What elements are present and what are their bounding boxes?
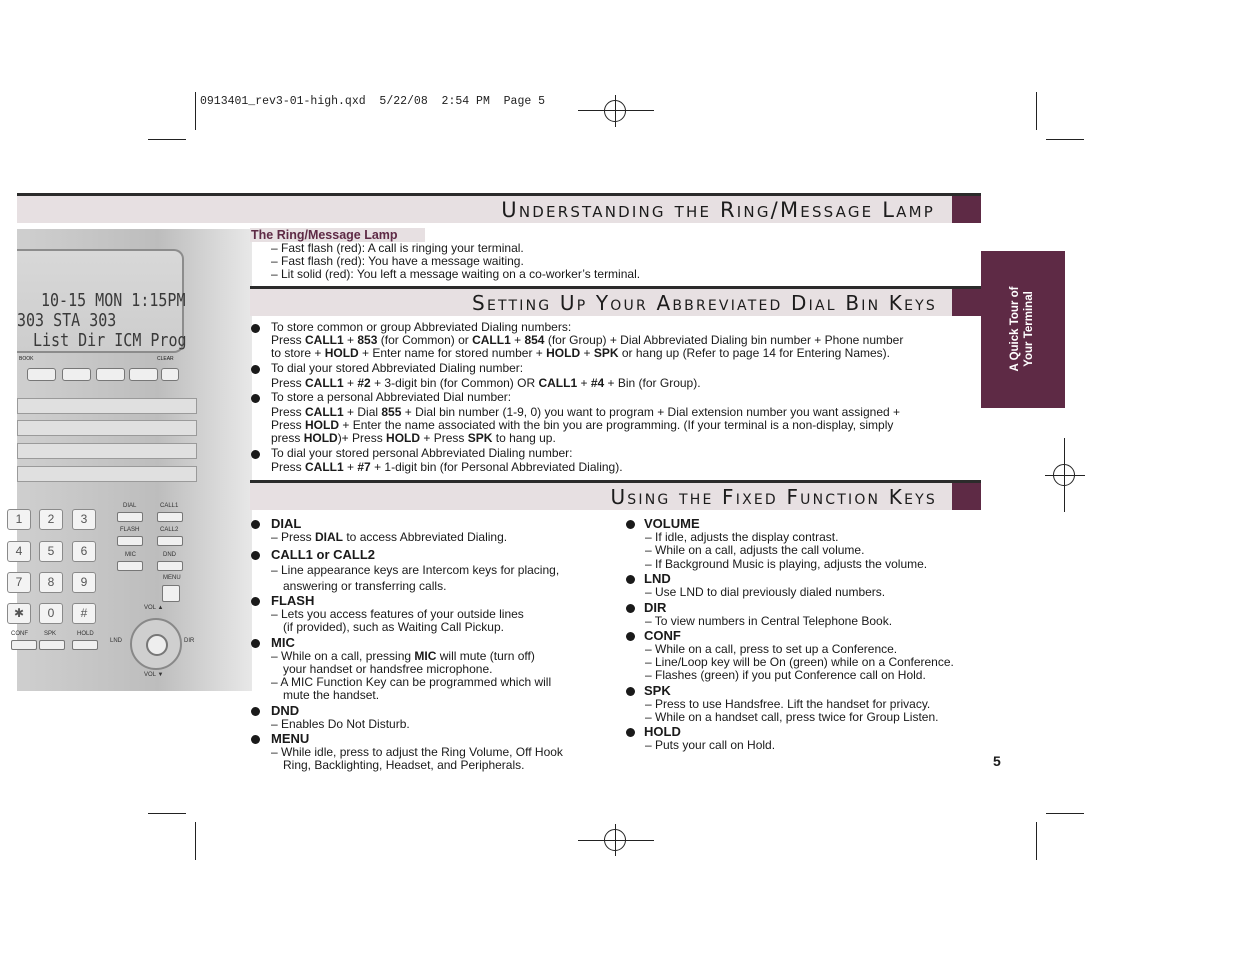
display-line: List Dir ICM Prog: [33, 329, 187, 351]
crop-mark: [1036, 92, 1037, 130]
key-description: – To view numbers in Central Telephone Book.: [645, 614, 893, 628]
hold-key[interactable]: [72, 640, 98, 650]
key-description: – While on a call, adjusts the call volume.: [645, 543, 865, 557]
line-key-row[interactable]: [17, 443, 197, 459]
print-slug: 0913401_rev3-01-high.qxd 5/22/08 2:54 PM Page 5: [200, 95, 546, 108]
keypad-key-star[interactable]: ✱: [7, 603, 31, 624]
navigation-cursor-key[interactable]: [130, 618, 182, 670]
ring-lamp-subheading: The Ring/Message Lamp: [250, 228, 425, 242]
bullet: [626, 604, 635, 613]
key-description: – A MIC Function Key can be programmed which will: [271, 675, 552, 689]
soft-key[interactable]: [96, 368, 125, 381]
abbr-step-line: to store + HOLD + Enter name for stored number + HOLD + SPK or hang up (Refer to page 14 for Entering Names).: [271, 346, 890, 360]
abbr-step-intro: To store common or group Abbreviated Dialing numbers:: [271, 320, 572, 334]
crop-mark: [195, 822, 196, 860]
dir-key-label: DIR: [184, 638, 195, 644]
dnd-key-label: DND: [163, 552, 176, 558]
section-title-ring-lamp: Understanding the Ring/Message Lamp: [501, 198, 935, 222]
section-band-tab: [952, 196, 981, 223]
bullet: [626, 520, 635, 529]
bullet: [251, 324, 260, 333]
line-key-row[interactable]: [17, 420, 197, 436]
key-description: – If idle, adjusts the display contrast.: [645, 530, 839, 544]
crop-mark: [148, 139, 186, 140]
key-description: (if provided), such as Waiting Call Pickup.: [283, 620, 504, 634]
key-description: – Use LND to dial previously dialed numbers.: [645, 585, 886, 599]
keypad-key-2[interactable]: 2: [39, 509, 63, 530]
abbr-step-line: Press CALL1 + #2 + 3-digit bin (for Common) OR CALL1 + #4 + Bin (for Group).: [271, 376, 701, 390]
registration-circle: [604, 100, 626, 122]
key-description: – Lets you access features of your outside lines: [271, 607, 524, 621]
keypad-key-7[interactable]: 7: [7, 572, 31, 593]
registration-circle: [1053, 464, 1075, 486]
key-description: – Enables Do Not Disturb.: [271, 717, 410, 731]
page-number: 5: [993, 753, 1001, 769]
keypad-key-9[interactable]: 9: [72, 572, 96, 593]
key-description: your handset or handsfree microphone.: [283, 662, 493, 676]
key-name-menu: MENU: [271, 731, 310, 746]
call2-key[interactable]: [157, 536, 183, 546]
menu-key[interactable]: [162, 585, 180, 602]
section-title-abbreviated-dial: Setting Up Your Abbreviated Dial Bin Keys: [472, 291, 937, 315]
crop-mark: [1046, 813, 1084, 814]
soft-key[interactable]: [62, 368, 91, 381]
key-name-volume: VOLUME: [644, 516, 700, 531]
display-line: 303 STA 303: [17, 309, 117, 331]
bullet: [251, 520, 260, 529]
key-description: – Press DIAL to access Abbreviated Dialing.: [271, 530, 508, 544]
conf-key-label: CONF: [11, 631, 28, 637]
book-label: BOOK: [19, 356, 34, 362]
key-description: – Puts your call on Hold.: [645, 738, 776, 752]
call1-key[interactable]: [157, 512, 183, 522]
key-name-call: CALL1 or CALL2: [271, 547, 375, 562]
bullet: [251, 394, 260, 403]
bullet: [626, 728, 635, 737]
abbr-step-line: press HOLD)+ Press HOLD + Press SPK to hang up.: [271, 431, 556, 445]
key-description: – While on a call, pressing MIC will mute (turn off): [271, 649, 535, 663]
chapter-side-tab-label: A Quick Tour of Your Terminal: [1009, 286, 1035, 372]
display-line: 10-15 MON 1:15PM: [41, 289, 186, 311]
keypad-key-4[interactable]: 4: [7, 541, 31, 562]
spk-key-label: SPK: [44, 631, 57, 637]
hold-key-label: HOLD: [77, 631, 94, 637]
key-name-conf: CONF: [644, 628, 681, 643]
key-name-dnd: DND: [271, 703, 300, 718]
bullet: [626, 687, 635, 696]
key-name-dir: DIR: [644, 600, 667, 615]
abbr-step-line: Press CALL1 + #7 + 1-digit bin (for Personal Abbreviated Dialing).: [271, 460, 623, 474]
abbr-step-line: Press CALL1 + 853 (for Common) or CALL1 + 854 (for Group) + Dial Abbreviated Dialing bin number + Phone number: [271, 333, 904, 347]
abbr-step-intro: To store a personal Abbreviated Dial number:: [271, 390, 512, 404]
bullet: [251, 551, 260, 560]
phone-illustration: [11, 229, 252, 691]
bullet: [251, 365, 260, 374]
bullet: [251, 450, 260, 459]
key-description: – While on a call, press to set up a Conference.: [645, 642, 898, 656]
conf-key[interactable]: [11, 640, 37, 650]
bullet: [251, 597, 260, 606]
line-key-row[interactable]: [17, 398, 197, 414]
flash-key-label: FLASH: [120, 527, 140, 533]
abbr-step-line: Press HOLD + Enter the name associated with the bin you are programming. (If your terminal is a non-display, simply: [271, 418, 894, 432]
mic-key-label: MIC: [125, 552, 136, 558]
lnd-key-label: LND: [110, 638, 123, 644]
key-description: – While idle, press to adjust the Ring Volume, Off Hook: [271, 745, 563, 759]
key-name-hold: HOLD: [644, 724, 681, 739]
key-description: – Press to use Handsfree. Lift the handset for privacy.: [645, 697, 931, 711]
clear-label: CLEAR: [157, 356, 174, 362]
bullet: [251, 735, 260, 744]
dial-key-label: DIAL: [123, 503, 137, 509]
key-name-flash: FLASH: [271, 593, 315, 608]
crop-mark: [1046, 139, 1084, 140]
key-name-spk: SPK: [644, 683, 671, 698]
section-band-tab: [952, 483, 981, 510]
bullet: [626, 575, 635, 584]
bullet: [251, 707, 260, 716]
keypad-key-1[interactable]: 1: [7, 509, 31, 530]
call2-key-label: CALL2: [160, 527, 179, 533]
phone-display: [17, 249, 187, 353]
key-description: – While on a handset call, press twice for Group Listen.: [645, 710, 939, 724]
section-band-tab: [952, 289, 981, 316]
volume-up-label: VOL ▲: [144, 605, 164, 611]
key-name-lnd: LND: [644, 571, 671, 586]
bullet: [251, 639, 260, 648]
keypad-key-5[interactable]: 5: [39, 541, 63, 562]
call1-key-label: CALL1: [160, 503, 179, 509]
key-name-mic: MIC: [271, 635, 295, 650]
crop-mark: [148, 813, 186, 814]
abbr-step-line: Press CALL1 + Dial 855 + Dial bin number (1-9, 0) you want to program + Dial extension number you want assigned +: [271, 405, 901, 419]
key-description: – Line appearance keys are Intercom keys for placing,: [271, 563, 560, 577]
keypad-key-6[interactable]: 6: [72, 541, 96, 562]
keypad-key-8[interactable]: 8: [39, 572, 63, 593]
key-description: – Flashes (green) if you put Conference call on Hold.: [645, 668, 926, 682]
key-description: Ring, Backlighting, Headset, and Peripherals.: [283, 758, 525, 772]
ring-lamp-item: – Fast flash (red): You have a message waiting.: [271, 254, 524, 268]
dnd-key[interactable]: [157, 561, 183, 571]
dial-key[interactable]: [117, 512, 143, 522]
key-description: – Line/Loop key will be On (green) while on a Conference.: [645, 655, 954, 669]
flash-key[interactable]: [117, 536, 143, 546]
section-title-fixed-function-keys: Using the Fixed Function Keys: [610, 485, 937, 509]
soft-key[interactable]: [161, 368, 179, 381]
line-key-row[interactable]: [17, 466, 197, 482]
ring-lamp-item: – Lit solid (red): You left a message waiting on a co-worker’s terminal.: [271, 267, 641, 281]
keypad-key-hash[interactable]: #: [72, 603, 96, 624]
key-description: answering or transferring calls.: [283, 579, 447, 593]
crop-mark: [1036, 822, 1037, 860]
abbr-step-intro: To dial your stored Abbreviated Dialing number:: [271, 361, 524, 375]
keypad-key-3[interactable]: 3: [72, 509, 96, 530]
key-description: – If Background Music is playing, adjusts the volume.: [645, 557, 928, 571]
keypad-key-0[interactable]: 0: [39, 603, 63, 624]
crop-mark: [195, 92, 196, 130]
soft-key[interactable]: [27, 368, 56, 381]
bullet: [626, 632, 635, 641]
key-name-dial: DIAL: [271, 516, 302, 531]
soft-key[interactable]: [129, 368, 158, 381]
ring-lamp-item: – Fast flash (red): A call is ringing your terminal.: [271, 241, 524, 255]
abbr-step-intro: To dial your stored personal Abbreviated Dialing number:: [271, 446, 573, 460]
spk-key[interactable]: [39, 640, 65, 650]
menu-key-label: MENU: [163, 575, 181, 581]
volume-down-label: VOL ▼: [144, 672, 164, 678]
mic-key[interactable]: [117, 561, 143, 571]
key-description: mute the handset.: [283, 688, 380, 702]
registration-circle: [604, 829, 626, 851]
navigation-center[interactable]: [146, 634, 168, 656]
